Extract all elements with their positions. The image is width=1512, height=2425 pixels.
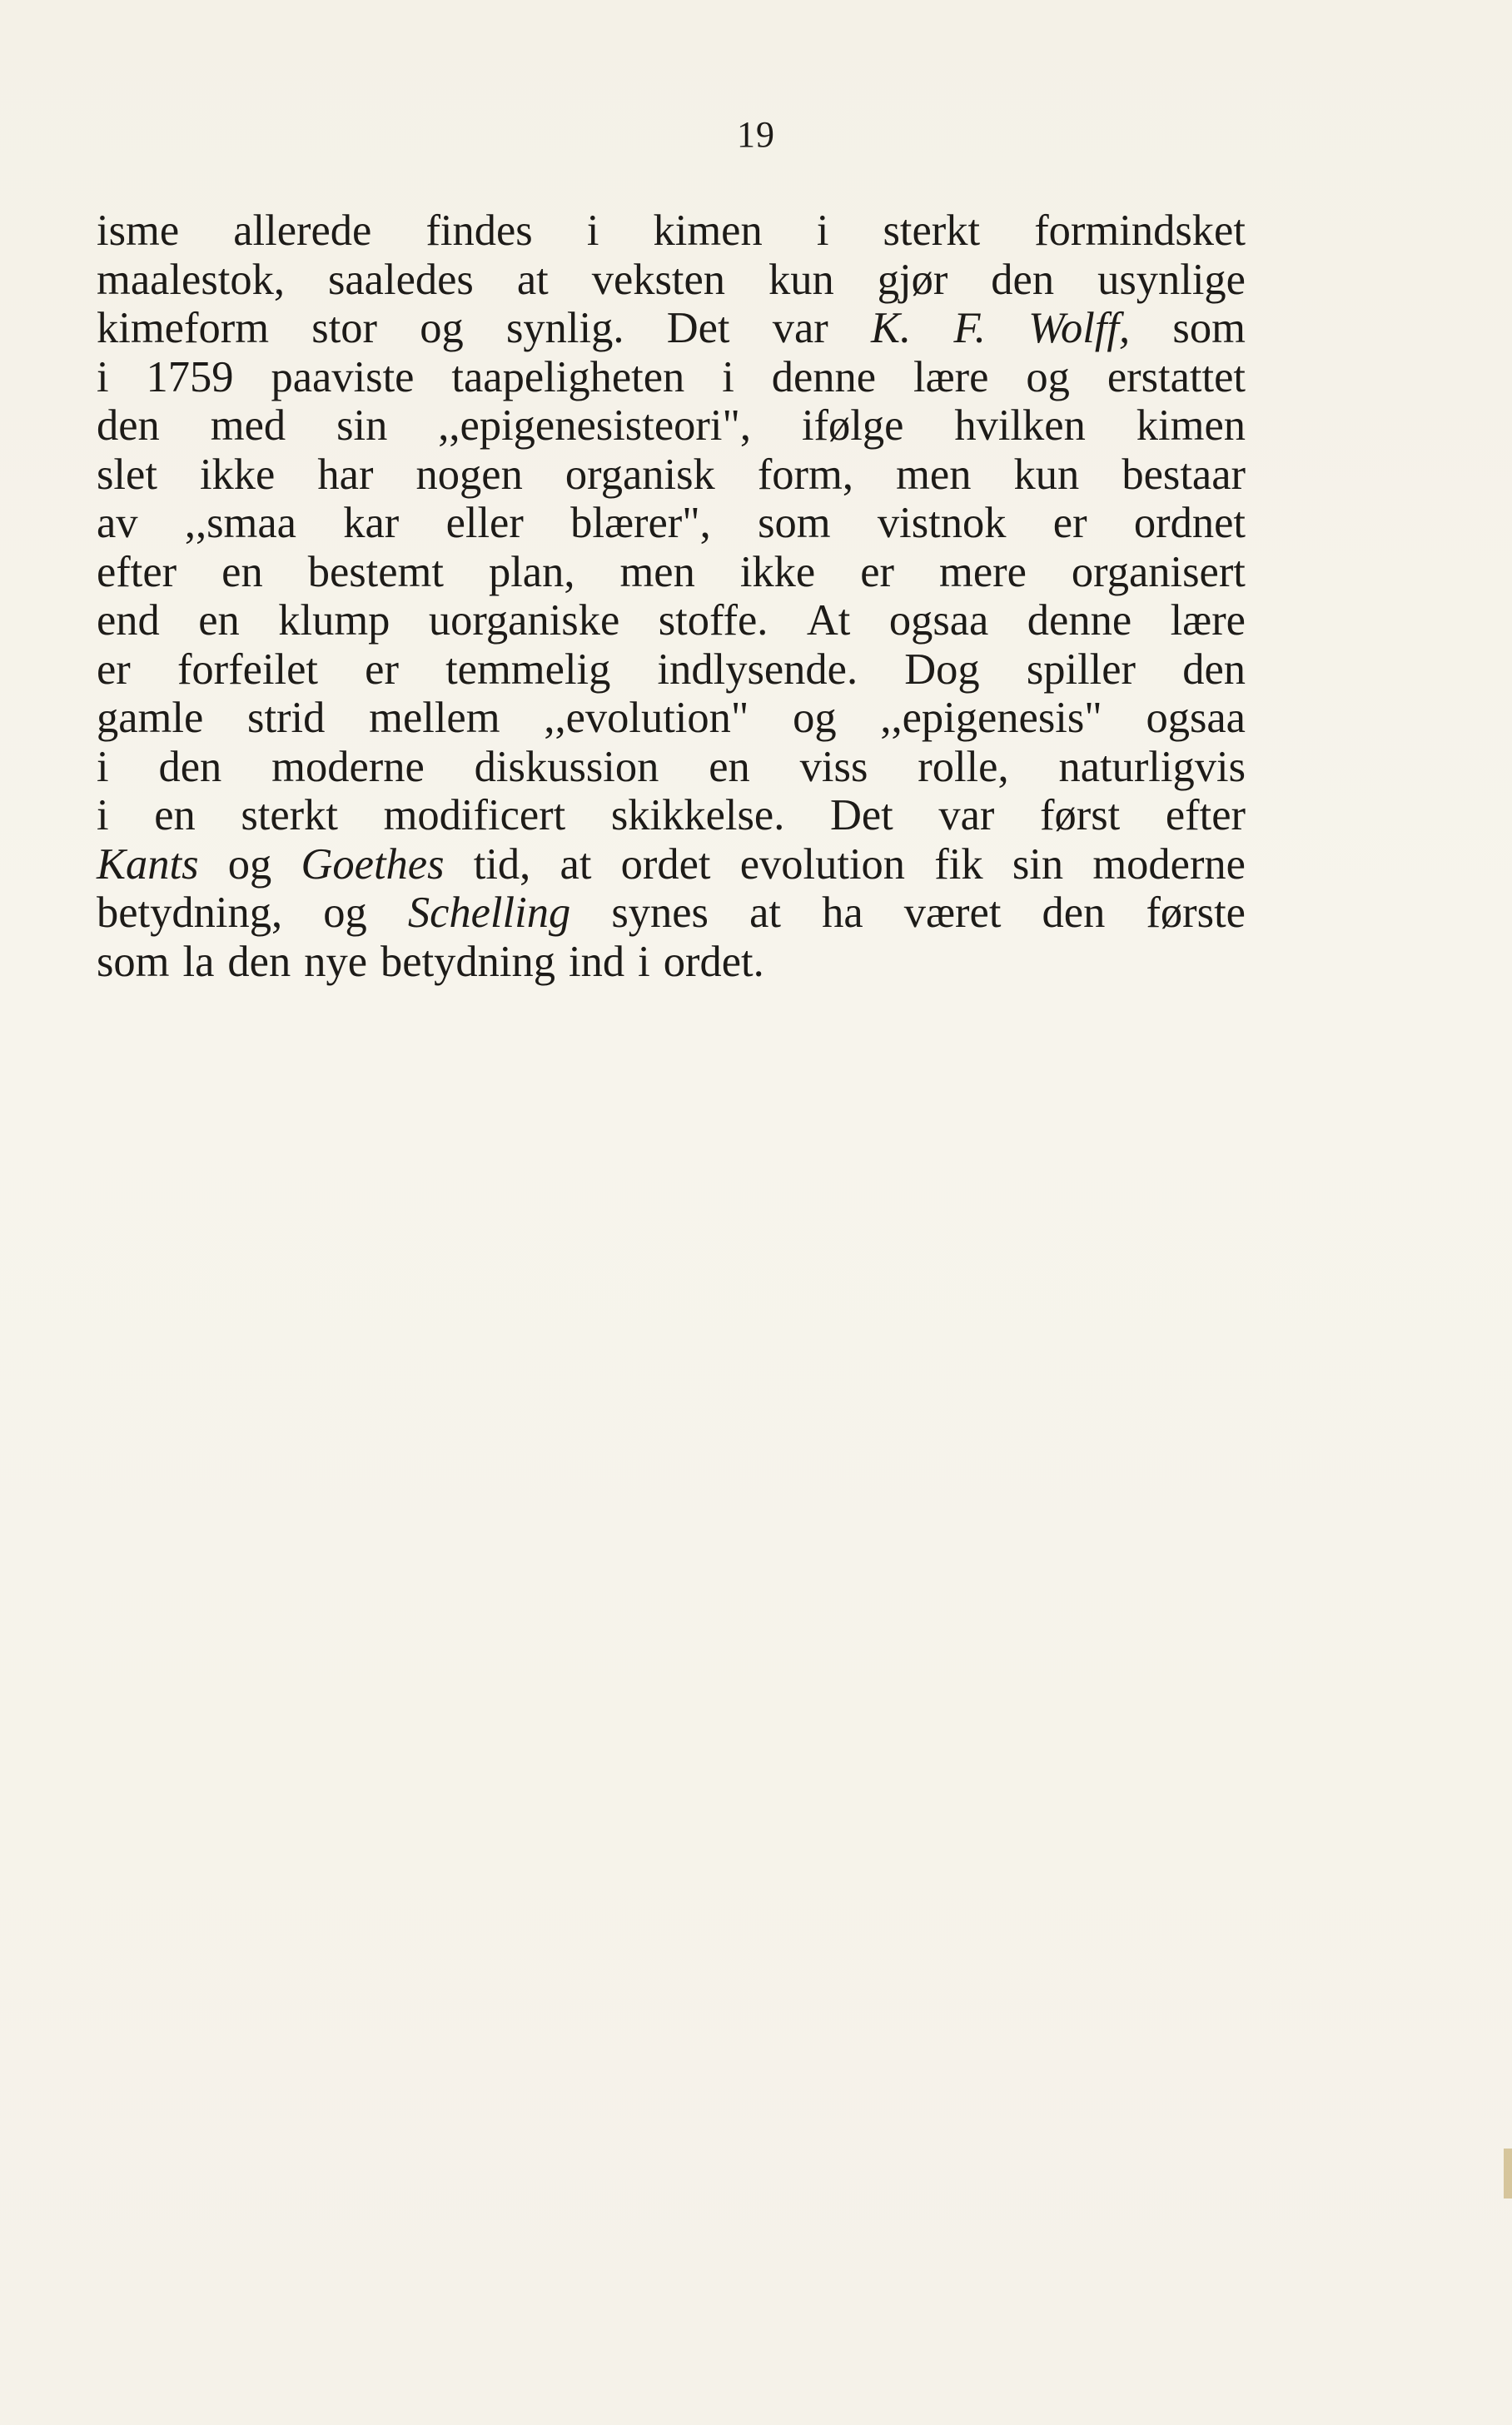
- word: allerede: [233, 207, 372, 255]
- word: ind: [569, 937, 625, 986]
- word: stor: [311, 304, 378, 352]
- word: Det: [666, 304, 730, 352]
- word: saaledes: [327, 255, 474, 304]
- word: den: [227, 937, 291, 986]
- word: bestemt: [307, 547, 444, 596]
- word: og: [1026, 352, 1070, 401]
- word: en: [154, 791, 196, 839]
- italic-word: Goethes: [301, 839, 445, 889]
- word: som: [1172, 304, 1246, 352]
- word: ikke: [199, 450, 276, 499]
- word: plan,: [488, 547, 575, 596]
- word: formindsket: [1034, 207, 1246, 255]
- word: rolle,: [918, 742, 1009, 791]
- word: ogsaa: [1146, 694, 1246, 742]
- text-line: [97, 791, 1246, 840]
- word: kun: [768, 255, 834, 304]
- word: og: [793, 694, 837, 742]
- word: ha: [822, 889, 863, 937]
- word: organisk: [565, 450, 715, 499]
- word: sin: [1012, 839, 1064, 889]
- word: usynlige: [1097, 255, 1246, 304]
- word: sterkt: [883, 207, 981, 255]
- word: temmelig: [445, 645, 611, 694]
- word: eller: [445, 499, 524, 547]
- word: isme: [97, 207, 180, 255]
- text-line: [97, 401, 1246, 451]
- word: lære: [1170, 596, 1246, 645]
- word: en: [221, 547, 263, 596]
- word: moderne: [1092, 839, 1246, 889]
- text-line: [97, 889, 1246, 938]
- text-line: [97, 353, 1246, 402]
- word: at: [516, 255, 549, 304]
- word: lære: [913, 352, 989, 401]
- word: 1759: [146, 352, 234, 401]
- word: bestaar: [1122, 450, 1246, 499]
- word: synlig.: [505, 304, 624, 352]
- text-line: [97, 256, 1246, 305]
- italic-word: F.: [953, 304, 986, 352]
- word: stoffe.: [658, 596, 768, 645]
- word: men: [896, 450, 972, 499]
- word: paaviste: [271, 352, 415, 401]
- word: erstattet: [1107, 352, 1246, 401]
- text-line: [97, 207, 1246, 256]
- word: organisert: [1071, 547, 1246, 596]
- word: gamle: [97, 694, 204, 742]
- word: er: [1052, 499, 1087, 547]
- word: ordet.: [663, 937, 764, 986]
- word: synes: [611, 889, 709, 937]
- word: med: [210, 401, 286, 450]
- word: form,: [757, 450, 854, 499]
- word: kimen: [1136, 401, 1246, 450]
- word: At: [806, 596, 851, 645]
- page-edge-mark: [1504, 2149, 1512, 2198]
- word: taapeligheten: [451, 352, 685, 401]
- text-line: [97, 645, 1246, 695]
- word: Dog: [904, 645, 980, 694]
- page-number: 19: [737, 114, 775, 155]
- word: var: [938, 791, 995, 839]
- word: denne: [771, 352, 877, 401]
- word: efter: [97, 547, 177, 596]
- word: slet: [97, 450, 157, 499]
- word: nogen: [415, 450, 523, 499]
- word: mellem: [369, 694, 500, 742]
- word: end: [97, 596, 160, 645]
- word: den: [158, 742, 222, 791]
- word: i: [97, 742, 109, 791]
- word: den: [1182, 645, 1246, 694]
- word: i: [722, 352, 734, 401]
- word: findes: [425, 207, 533, 255]
- word: uorganiske: [428, 596, 620, 645]
- word: ifølge: [801, 401, 904, 450]
- word: fik: [934, 839, 983, 889]
- text-line: [97, 596, 1246, 645]
- word: ,,epigenesisteori",: [438, 401, 751, 450]
- text-line: [97, 938, 1246, 987]
- word: i: [97, 791, 109, 839]
- word: en: [709, 742, 750, 791]
- word: hvilken: [954, 401, 1086, 450]
- word: naturligvis: [1058, 742, 1246, 791]
- word: som: [97, 937, 170, 986]
- word: sterkt: [241, 791, 338, 839]
- word: den: [1042, 889, 1106, 937]
- word: men: [619, 547, 695, 596]
- text-line: [97, 499, 1246, 548]
- word: i: [638, 937, 650, 986]
- word: indlysende.: [657, 645, 858, 694]
- word: av: [97, 499, 138, 547]
- word: skikkelse.: [610, 791, 785, 839]
- word: Det: [829, 791, 893, 839]
- word: blærer",: [570, 499, 711, 547]
- text-line: [97, 840, 1246, 889]
- italic-word: K.: [871, 304, 912, 352]
- text-line: [97, 694, 1246, 743]
- italic-word: Schelling: [407, 889, 571, 937]
- word: at: [749, 889, 781, 937]
- word: og: [420, 304, 464, 352]
- word: forfeilet: [177, 645, 318, 694]
- word: kimeform: [97, 304, 270, 352]
- text-line: [97, 548, 1246, 597]
- word: modificert: [383, 791, 566, 839]
- word: efter: [1165, 791, 1246, 839]
- word: ,,evolution": [544, 694, 749, 742]
- word: mere: [939, 547, 1027, 596]
- body-paragraph: [97, 207, 1246, 986]
- text-line: [97, 743, 1246, 792]
- word: viss: [799, 742, 868, 791]
- word: er: [97, 645, 131, 694]
- word: i: [586, 207, 599, 255]
- word: som: [758, 499, 831, 547]
- text-line: [97, 451, 1246, 500]
- word: at: [560, 839, 592, 889]
- word: ikke: [739, 547, 816, 596]
- word: var: [772, 304, 828, 352]
- word: veksten: [591, 255, 726, 304]
- word: gjør: [877, 255, 948, 304]
- word: første: [1146, 889, 1246, 937]
- word: ogsaa: [888, 596, 989, 645]
- word: den: [991, 255, 1055, 304]
- word: ordnet: [1133, 499, 1246, 547]
- word: ,,epigenesis": [880, 694, 1102, 742]
- word: den: [97, 401, 160, 450]
- word: har: [317, 450, 374, 499]
- word: og: [323, 889, 367, 937]
- word: denne: [1027, 596, 1132, 645]
- word: diskussion: [474, 742, 659, 791]
- word: maalestok,: [97, 255, 285, 304]
- word: spiller: [1026, 645, 1136, 694]
- word: ordet: [620, 839, 711, 889]
- word: nye: [304, 937, 368, 986]
- word: en: [198, 596, 240, 645]
- word: først: [1040, 791, 1121, 839]
- word: er: [365, 645, 399, 694]
- word: kun: [1013, 450, 1080, 499]
- word: klump: [278, 596, 390, 645]
- word: betydning,: [97, 889, 283, 937]
- word: betydning: [380, 937, 556, 986]
- word: tid,: [473, 839, 531, 889]
- word: la: [182, 937, 215, 986]
- word: vistnok: [877, 499, 1007, 547]
- word: evolution: [739, 839, 906, 889]
- word: kar: [343, 499, 400, 547]
- text-line: [97, 304, 1246, 353]
- word: kimen: [653, 207, 763, 255]
- word: og: [227, 839, 272, 889]
- word: er: [860, 547, 895, 596]
- word: i: [816, 207, 829, 255]
- word: strid: [247, 694, 326, 742]
- italic-word: Wolff,: [1028, 304, 1131, 352]
- word: moderne: [271, 742, 425, 791]
- italic-word: Kants: [97, 839, 199, 889]
- word: ,,smaa: [184, 499, 296, 547]
- word: i: [97, 352, 109, 401]
- word: været: [903, 889, 1002, 937]
- word: sin: [336, 401, 388, 450]
